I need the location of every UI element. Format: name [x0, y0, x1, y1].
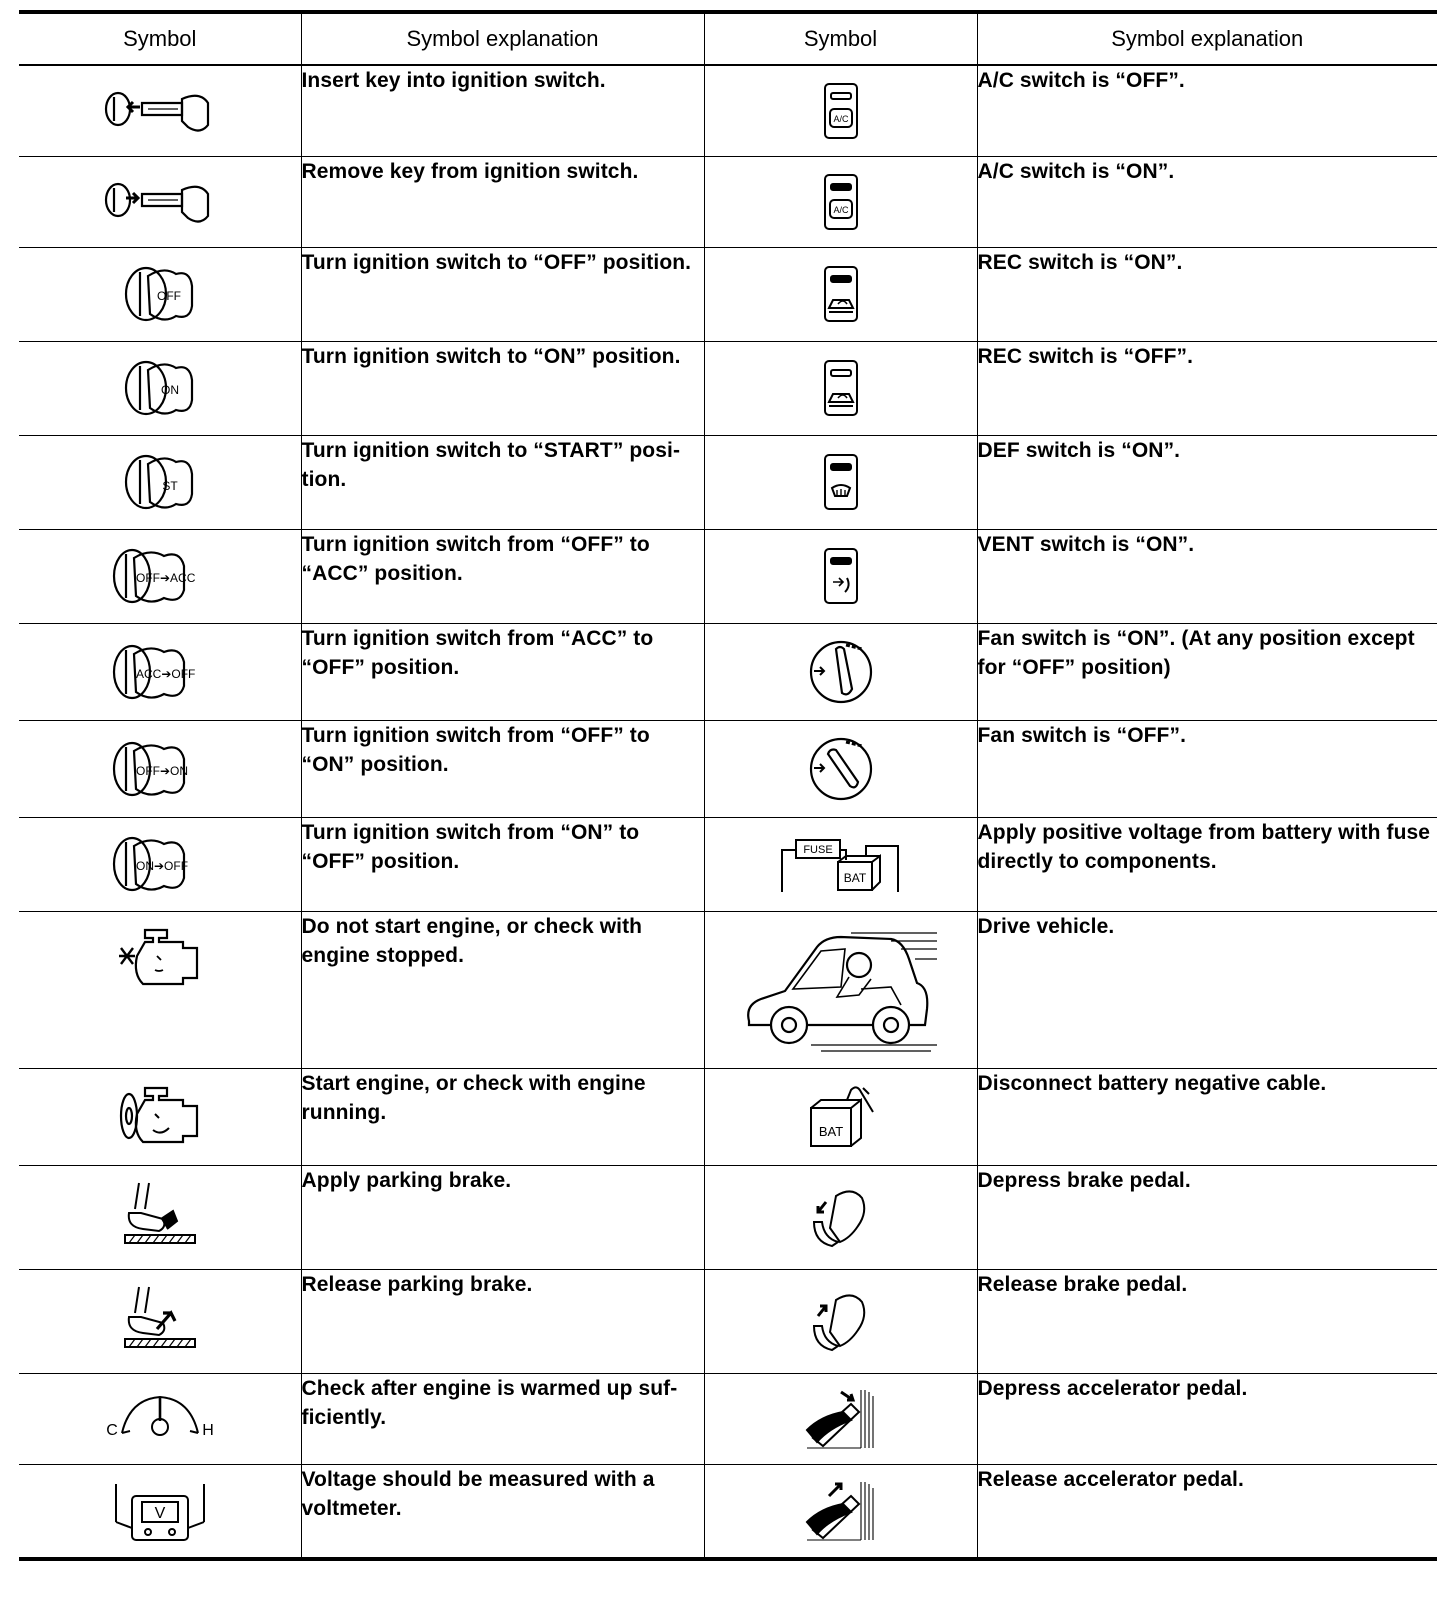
- fuse-label: FUSE: [802, 844, 833, 856]
- ac-switch-on-icon: [821, 172, 861, 232]
- symbol-cell: [704, 1373, 977, 1464]
- ac-label: A/C: [832, 113, 849, 124]
- engine-running-icon: [115, 1084, 205, 1150]
- ignition-label: ST: [162, 479, 178, 493]
- symbol-cell: [19, 817, 301, 911]
- symbol-explanation: REC switch is “ON”.: [977, 247, 1437, 341]
- table-row: [19, 1165, 1437, 1269]
- symbol-cell: [19, 1373, 301, 1464]
- ignition-label: OFF➔ON: [135, 763, 188, 778]
- symbol-explanation: A/C switch is “ON”.: [977, 156, 1437, 247]
- symbol-explanation: Disconnect battery negative cable.: [977, 1068, 1437, 1165]
- engine-stopped-icon: [115, 926, 205, 992]
- fan-switch-off-icon: [806, 734, 876, 804]
- symbol-explanation: Check after engine is warmed up suf- ficiently.: [301, 1373, 704, 1464]
- table-row: [19, 1464, 1437, 1559]
- symbol-cell: [704, 720, 977, 817]
- battery-label: BAT: [843, 871, 866, 885]
- engine-warm-gauge-icon: [100, 1391, 220, 1447]
- ignition-off-icon: [120, 262, 200, 326]
- ac-switch-off-icon: [821, 81, 861, 141]
- symbol-cell: [704, 1068, 977, 1165]
- symbol-explanation: Turn ignition switch from “OFF” to “ACC” position.: [301, 529, 704, 623]
- symbol-cell: [19, 911, 301, 1068]
- table-row: [19, 156, 1437, 247]
- def-switch-on-icon: [821, 452, 861, 512]
- symbol-explanation: Release accelerator pedal.: [977, 1464, 1437, 1559]
- symbol-cell: [19, 1269, 301, 1373]
- battery-disconnect-icon: [801, 1082, 881, 1152]
- symbol-explanation: Turn ignition switch from “ON” to “OFF” position.: [301, 817, 704, 911]
- table-row: [19, 623, 1437, 720]
- symbol-cell: [704, 817, 977, 911]
- symbol-explanation: VENT switch is “ON”.: [977, 529, 1437, 623]
- symbol-explanation: Depress accelerator pedal.: [977, 1373, 1437, 1464]
- release-brake-pedal-icon: [806, 1286, 876, 1356]
- symbol-explanation: Apply parking brake.: [301, 1165, 704, 1269]
- symbol-cell: [19, 529, 301, 623]
- release-accelerator-icon: [801, 1478, 881, 1544]
- symbol-cell: [19, 1165, 301, 1269]
- symbol-cell: [704, 1165, 977, 1269]
- depress-accelerator-icon: [801, 1386, 881, 1452]
- rec-switch-on-icon: [821, 264, 861, 324]
- symbol-cell: [704, 911, 977, 1068]
- ignition-acc-to-off-icon: [110, 640, 210, 704]
- ignition-off-to-on-icon: [110, 737, 210, 801]
- voltmeter-icon: [110, 1478, 210, 1544]
- symbol-explanation: Voltage should be measured with a voltmeter.: [301, 1464, 704, 1559]
- ignition-on-icon: [120, 356, 200, 420]
- symbol-cell: [704, 1464, 977, 1559]
- insert-key-icon: [100, 81, 220, 141]
- symbol-cell: [704, 341, 977, 435]
- ignition-label: OFF➔ACC: [135, 571, 196, 585]
- symbol-cell: [704, 247, 977, 341]
- symbol-explanation: A/C switch is “OFF”.: [977, 65, 1437, 156]
- rec-switch-off-icon: [821, 358, 861, 418]
- header-symbol-left: Symbol: [19, 12, 301, 65]
- symbol-cell: [704, 156, 977, 247]
- gauge-hot-label: H: [201, 1421, 214, 1439]
- symbol-cell: [19, 341, 301, 435]
- symbol-explanation: REC switch is “OFF”.: [977, 341, 1437, 435]
- battery-label: BAT: [818, 1123, 843, 1139]
- table-row: [19, 1269, 1437, 1373]
- symbol-explanation: Turn ignition switch from “OFF” to “ON” position.: [301, 720, 704, 817]
- symbol-cell: [704, 1269, 977, 1373]
- symbol-cell: [704, 623, 977, 720]
- battery-fuse-icon: [776, 832, 906, 896]
- symbol-explanation: Apply positive voltage from battery with fuse directly to components.: [977, 817, 1437, 911]
- gauge-cold-label: C: [105, 1421, 118, 1439]
- symbol-explanation: Do not start engine, or check with engine stopped.: [301, 911, 704, 1068]
- symbol-explanation: Turn ignition switch to “ON” position.: [301, 341, 704, 435]
- fan-switch-on-icon: [806, 637, 876, 707]
- ignition-label: OFF: [156, 289, 181, 303]
- table-row: [19, 65, 1437, 156]
- release-parking-brake-icon: [115, 1283, 205, 1359]
- symbol-explanation: Fan switch is “ON”. (At any position except for “OFF” position): [977, 623, 1437, 720]
- apply-parking-brake-icon: [115, 1179, 205, 1255]
- header-row: [19, 12, 1437, 65]
- symbol-explanation: Depress brake pedal.: [977, 1165, 1437, 1269]
- ignition-label: ON➔OFF: [135, 859, 188, 873]
- symbol-explanation: Turn ignition switch from “ACC” to “OFF” position.: [301, 623, 704, 720]
- symbol-explanation: Fan switch is “OFF”.: [977, 720, 1437, 817]
- ac-label: A/C: [832, 204, 849, 215]
- symbol-explanation: Turn ignition switch to “START” posi- tion.: [301, 435, 704, 529]
- ignition-on-to-off-icon: [110, 832, 210, 896]
- table-row: [19, 435, 1437, 529]
- symbol-cell: [19, 623, 301, 720]
- symbol-cell: [19, 435, 301, 529]
- symbol-explanation: Release brake pedal.: [977, 1269, 1437, 1373]
- symbol-explanation: Turn ignition switch to “OFF” position.: [301, 247, 704, 341]
- symbol-explanation: Release parking brake.: [301, 1269, 704, 1373]
- symbol-explanation: Insert key into ignition switch.: [301, 65, 704, 156]
- symbol-explanation: Start engine, or check with engine running.: [301, 1068, 704, 1165]
- symbol-cell: [19, 247, 301, 341]
- symbol-cell: [19, 720, 301, 817]
- depress-brake-pedal-icon: [806, 1182, 876, 1252]
- header-explanation-left: Symbol explanation: [301, 12, 704, 65]
- table-row: [19, 1068, 1437, 1165]
- drive-vehicle-icon: [741, 925, 941, 1055]
- ignition-label: ACC➔OFF: [135, 666, 196, 681]
- symbol-table: [19, 10, 1437, 1561]
- symbol-cell: [19, 1068, 301, 1165]
- ignition-off-to-acc-icon: [110, 544, 210, 608]
- symbol-explanation: DEF switch is “ON”.: [977, 435, 1437, 529]
- ignition-start-icon: [120, 450, 200, 514]
- table-row: [19, 529, 1437, 623]
- remove-key-icon: [100, 172, 220, 232]
- symbol-cell: [704, 65, 977, 156]
- symbol-cell: [704, 435, 977, 529]
- table-row: [19, 1373, 1437, 1464]
- header-explanation-right: Symbol explanation: [977, 12, 1437, 65]
- symbol-cell: [704, 529, 977, 623]
- symbol-explanation: Remove key from ignition switch.: [301, 156, 704, 247]
- vent-switch-on-icon: [821, 546, 861, 606]
- symbol-cell: [19, 1464, 301, 1559]
- symbol-explanation: Drive vehicle.: [977, 911, 1437, 1068]
- symbol-cell: [19, 65, 301, 156]
- table-row: [19, 247, 1437, 341]
- table-row: [19, 720, 1437, 817]
- voltmeter-label: V: [154, 1504, 166, 1522]
- table-row: [19, 911, 1437, 1068]
- ignition-label: ON: [160, 383, 179, 397]
- header-symbol-right: Symbol: [704, 12, 977, 65]
- symbol-cell: [19, 156, 301, 247]
- table-row: [19, 341, 1437, 435]
- table-row: [19, 817, 1437, 911]
